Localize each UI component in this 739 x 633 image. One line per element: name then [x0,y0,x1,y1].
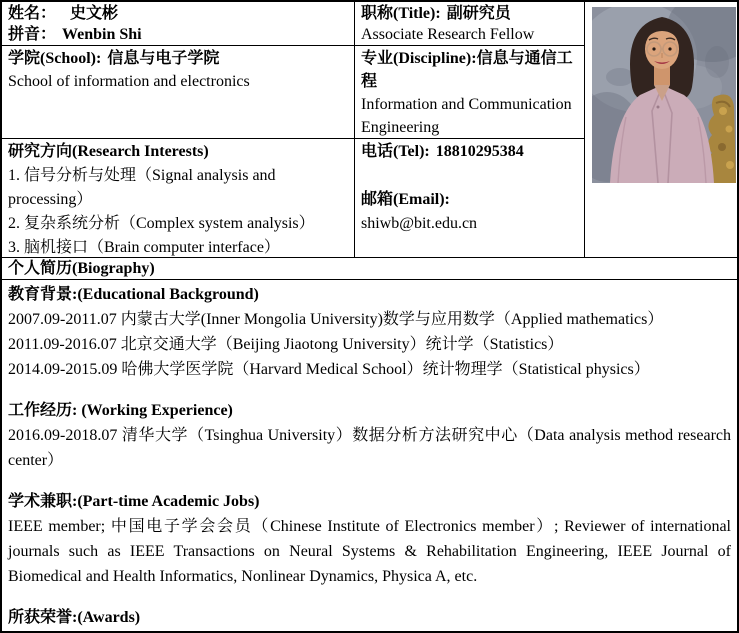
school-line [8,47,348,70]
name-label: 姓名： [8,5,57,22]
research-interest-item: 1. 信号分析与处理（Signal analysis and processing） [8,167,276,208]
email-value: shiwb@bit.edu.cn [361,215,478,232]
school-value: 信息与电子学院 [107,50,220,67]
discipline-en: Information and Communication Engineering [361,96,572,136]
title-line [361,3,578,24]
awards-header: 所获荣誉:(Awards) [8,609,141,626]
title-value: 副研究员 [446,5,511,22]
pinyin-label: 拼音： [8,26,57,43]
education-item: 2014.09-2015.09 哈佛大学医学院（Harvard Medical School）统计物理学（Statistical physics） [8,361,650,378]
title-label: 职称(Title): [361,5,441,22]
parttime-jobs-text: IEEE member; 中国电子学会会员（Chinese Institute of Electronics member）; Reviewer of international journals such as IEEE Transactions on Neural Systems & Rehabilitation Engineering, IEEE Journal of Biomedical and Health Informatics, Nonlinear Dynamics, Physica A, etc. [8,518,731,585]
biography-content-cell [2,280,737,631]
name-value: 史文彬 [70,5,119,22]
research-interest-item: 2. 复杂系统分析（Complex system analysis） [8,215,315,232]
photo-cell [585,2,737,258]
tel-value: 18810295384 [435,143,524,160]
profile-photo [592,7,736,183]
blank-line [361,164,578,188]
research-interest-item: 3. 脑机接口（Brain computer interface） [8,239,280,256]
title-cell [355,2,585,46]
school-en: School of information and electronics [8,73,250,90]
parttime-jobs-section [8,489,731,589]
research-interests-header: 研究方向(Research Interests) [8,143,209,160]
education-header: 教育背景:(Educational Background) [8,286,259,303]
biography-header-row [2,258,737,280]
pinyin-value: Wenbin Shi [62,26,142,43]
tel-line [361,140,578,164]
awards-section [8,605,731,630]
discipline-line [361,47,578,93]
tel-label: 电话(Tel): [361,143,430,160]
name-cell [2,2,355,46]
name-line [8,3,348,24]
education-section [8,282,731,382]
education-item: 2007.09-2011.07 内蒙古大学(Inner Mongolia University)数学与应用数学（Applied mathematics） [8,311,664,328]
email-label: 邮箱(Email): [361,191,450,208]
education-item: 2011.09-2016.07 北京交通大学（Beijing Jiaotong University）统计学（Statistics） [8,336,564,353]
discipline-value: 信息与通信工程 [361,50,573,90]
parttime-jobs-header: 学术兼职:(Part-time Academic Jobs) [8,493,260,510]
biography-header: 个人简历(Biography) [8,260,155,277]
title-en: Associate Research Fellow [361,26,535,43]
research-interests-cell [2,139,355,258]
work-experience-item: 2016.09-2018.07 清华大学（Tsinghua University）数据分析方法研究中心（Data analysis method research center） [8,427,731,469]
work-experience-header: 工作经历: (Working Experience) [8,402,233,419]
pinyin-line [8,24,348,45]
discipline-label: 专业(Discipline): [361,50,477,67]
contact-cell [355,139,585,258]
discipline-cell [355,46,585,139]
school-label: 学院(School): [8,50,102,67]
work-experience-section [8,398,731,473]
school-cell [2,46,355,139]
